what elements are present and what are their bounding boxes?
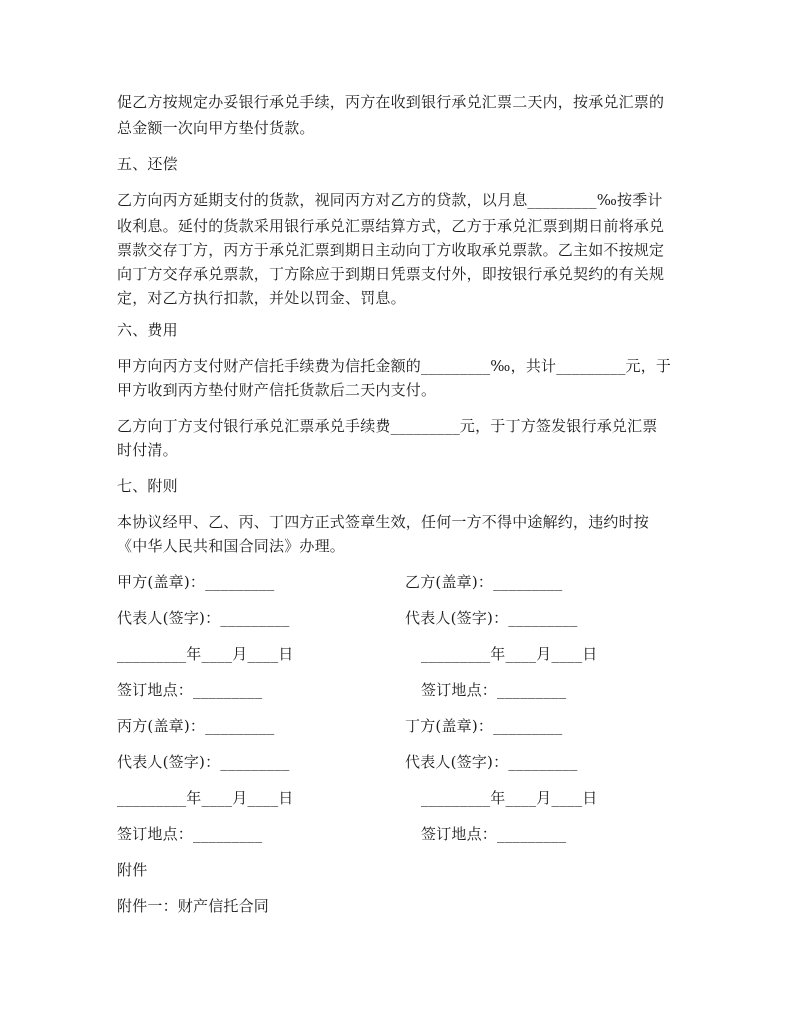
paragraph-5-line-2: 收利息。延付的货款采用银行承兑汇票结算方式，乙方于承兑汇票到期日前将承兑	[117, 217, 665, 235]
paragraph-1-line-1: 促乙方按规定办妥银行承兑手续，丙方在收到银行承兑汇票二天内，按承兑汇票的	[117, 93, 665, 111]
party-c-date: _________年____月____日	[117, 789, 294, 807]
paragraph-6b-line-2: 时付清。	[117, 441, 178, 459]
party-a-representative: 代表人(签字)：_________	[117, 609, 290, 627]
party-d-representative: 代表人(签字)：_________	[405, 753, 578, 771]
party-d-date: _________年____月____日	[421, 789, 598, 807]
party-b-place: 签订地点：_________	[421, 681, 567, 699]
paragraph-1-line-2: 总金额一次向甲方垫付货款。	[117, 119, 315, 137]
paragraph-5-line-5: 定，对乙方执行扣款，并处以罚金、罚息。	[117, 289, 406, 307]
section-6-heading: 六、费用	[117, 321, 178, 339]
appendix-item-1: 附件一：财产信托合同	[117, 897, 270, 915]
section-7-heading: 七、附则	[117, 477, 178, 495]
paragraph-6a-line-1: 甲方向丙方支付财产信托手续费为信托金额的_________‰，共计_________元，于	[117, 357, 672, 375]
party-d-seal: 丁方(盖章)：_________	[405, 717, 563, 735]
paragraph-7-line-2: 《中华人民共和国合同法》办理。	[117, 537, 346, 555]
section-5-heading: 五、还偿	[117, 155, 178, 173]
party-c-representative: 代表人(签字)：_________	[117, 753, 290, 771]
party-c-place: 签订地点：_________	[117, 825, 263, 843]
party-c-seal: 丙方(盖章)：_________	[117, 717, 275, 735]
party-d-place: 签订地点：_________	[421, 825, 567, 843]
party-a-place: 签订地点：_________	[117, 681, 263, 699]
paragraph-5-line-3: 票款交存丁方，丙方于承兑汇票到期日主动向丁方收取承兑票款。乙主如不按规定	[117, 241, 665, 259]
appendix-heading: 附件	[117, 861, 148, 879]
party-b-seal: 乙方(盖章)：_________	[405, 573, 563, 591]
party-a-date: _________年____月____日	[117, 645, 294, 663]
paragraph-7-line-1: 本协议经甲、乙、丙、丁四方正式签章生效，任何一方不得中途解约，违约时按	[117, 513, 650, 531]
party-b-date: _________年____月____日	[421, 645, 598, 663]
party-b-representative: 代表人(签字)：_________	[405, 609, 578, 627]
party-a-seal: 甲方(盖章)：_________	[117, 573, 275, 591]
paragraph-5-line-4: 向丁方交存承兑票款，丁方除应于到期日凭票支付外，即按银行承兑契约的有关规	[117, 265, 665, 283]
paragraph-5-line-1: 乙方向丙方延期支付的货款，视同丙方对乙方的贷款，以月息_________‰按季计	[117, 191, 663, 209]
paragraph-6a-line-2: 甲方收到丙方垫付财产信托货款后二天内支付。	[117, 381, 437, 399]
paragraph-6b-line-1: 乙方向丁方支付银行承兑汇票承兑手续费_________元，于丁方签发银行承兑汇票	[117, 417, 658, 435]
